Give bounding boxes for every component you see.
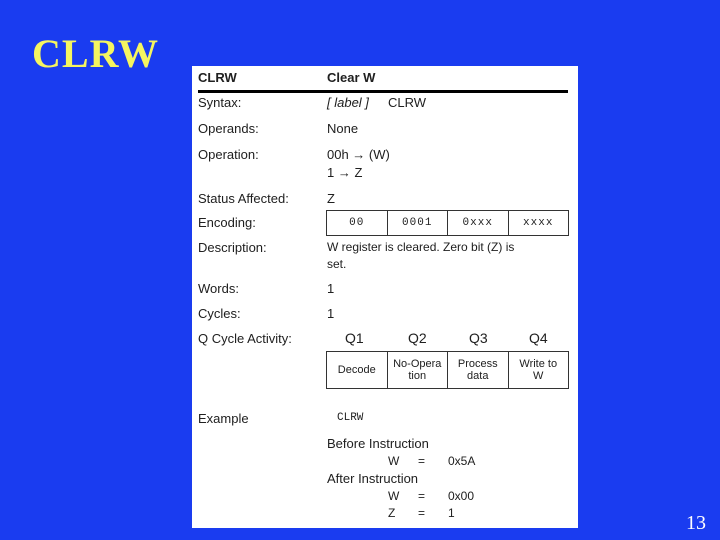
- syntax-label: Syntax:: [198, 95, 242, 110]
- cycles-value: 1: [327, 306, 335, 321]
- words-label: Words:: [198, 281, 239, 296]
- q-cell: Process data: [448, 352, 509, 388]
- q-cycle-box: [326, 351, 569, 389]
- example-code: CLRW: [337, 412, 364, 424]
- description-label: Description:: [198, 240, 267, 255]
- encoding-label: Encoding:: [198, 215, 256, 230]
- operation-line1: 00h → (W): [327, 147, 390, 162]
- operation-label: Operation:: [198, 147, 259, 162]
- before-w-eq: =: [418, 454, 426, 468]
- header-rule: [198, 90, 568, 93]
- before-label: Before Instruction: [327, 436, 429, 451]
- after-z-eq: =: [418, 506, 426, 520]
- cycles-label: Cycles:: [198, 306, 241, 321]
- syntax-label-part: [ label ]: [327, 95, 369, 110]
- q-header: Q2: [408, 330, 427, 346]
- encoding-cell: xxxx: [523, 217, 554, 229]
- encoding-cell: 00: [327, 211, 388, 235]
- q-header: Q3: [469, 330, 488, 346]
- after-z-reg: Z: [388, 506, 396, 520]
- syntax-command: CLRW: [388, 95, 427, 110]
- header-mnemonic: CLRW: [198, 70, 237, 85]
- q-header: Q4: [529, 330, 548, 346]
- after-z-val: 1: [448, 506, 455, 520]
- header-name: Clear W: [327, 70, 376, 85]
- operation-line2: 1 → Z: [327, 165, 363, 180]
- operands-label: Operands:: [198, 121, 259, 136]
- after-w-reg: W: [388, 489, 400, 503]
- before-w-reg: W: [388, 454, 400, 468]
- q-cell: Write to W: [519, 358, 558, 382]
- example-label: Example: [198, 411, 249, 426]
- before-w-val: 0x5A: [448, 454, 476, 468]
- description-line1: W register is cleared. Zero bit (Z) is: [327, 240, 515, 254]
- description-line2: set.: [327, 257, 347, 271]
- words-value: 1: [327, 281, 335, 296]
- encoding-cell: 0001: [388, 211, 449, 235]
- after-w-val: 0x00: [448, 489, 475, 503]
- operands-value: None: [327, 121, 359, 136]
- status-value: Z: [327, 191, 335, 206]
- encoding-cell: 0xxx: [448, 211, 509, 235]
- instruction-sheet: [192, 66, 578, 528]
- status-label: Status Affected:: [198, 191, 289, 206]
- qcycle-label: Q Cycle Activity:: [198, 331, 292, 346]
- encoding-box: [326, 210, 569, 236]
- q-cell: No-Opera tion: [388, 352, 449, 388]
- after-w-eq: =: [418, 489, 426, 503]
- q-cell: Decode: [327, 352, 388, 388]
- after-label: After Instruction: [327, 471, 419, 486]
- q-header: Q1: [345, 330, 364, 346]
- page-number: 13: [686, 512, 706, 534]
- slide-title: CLRW: [32, 31, 160, 76]
